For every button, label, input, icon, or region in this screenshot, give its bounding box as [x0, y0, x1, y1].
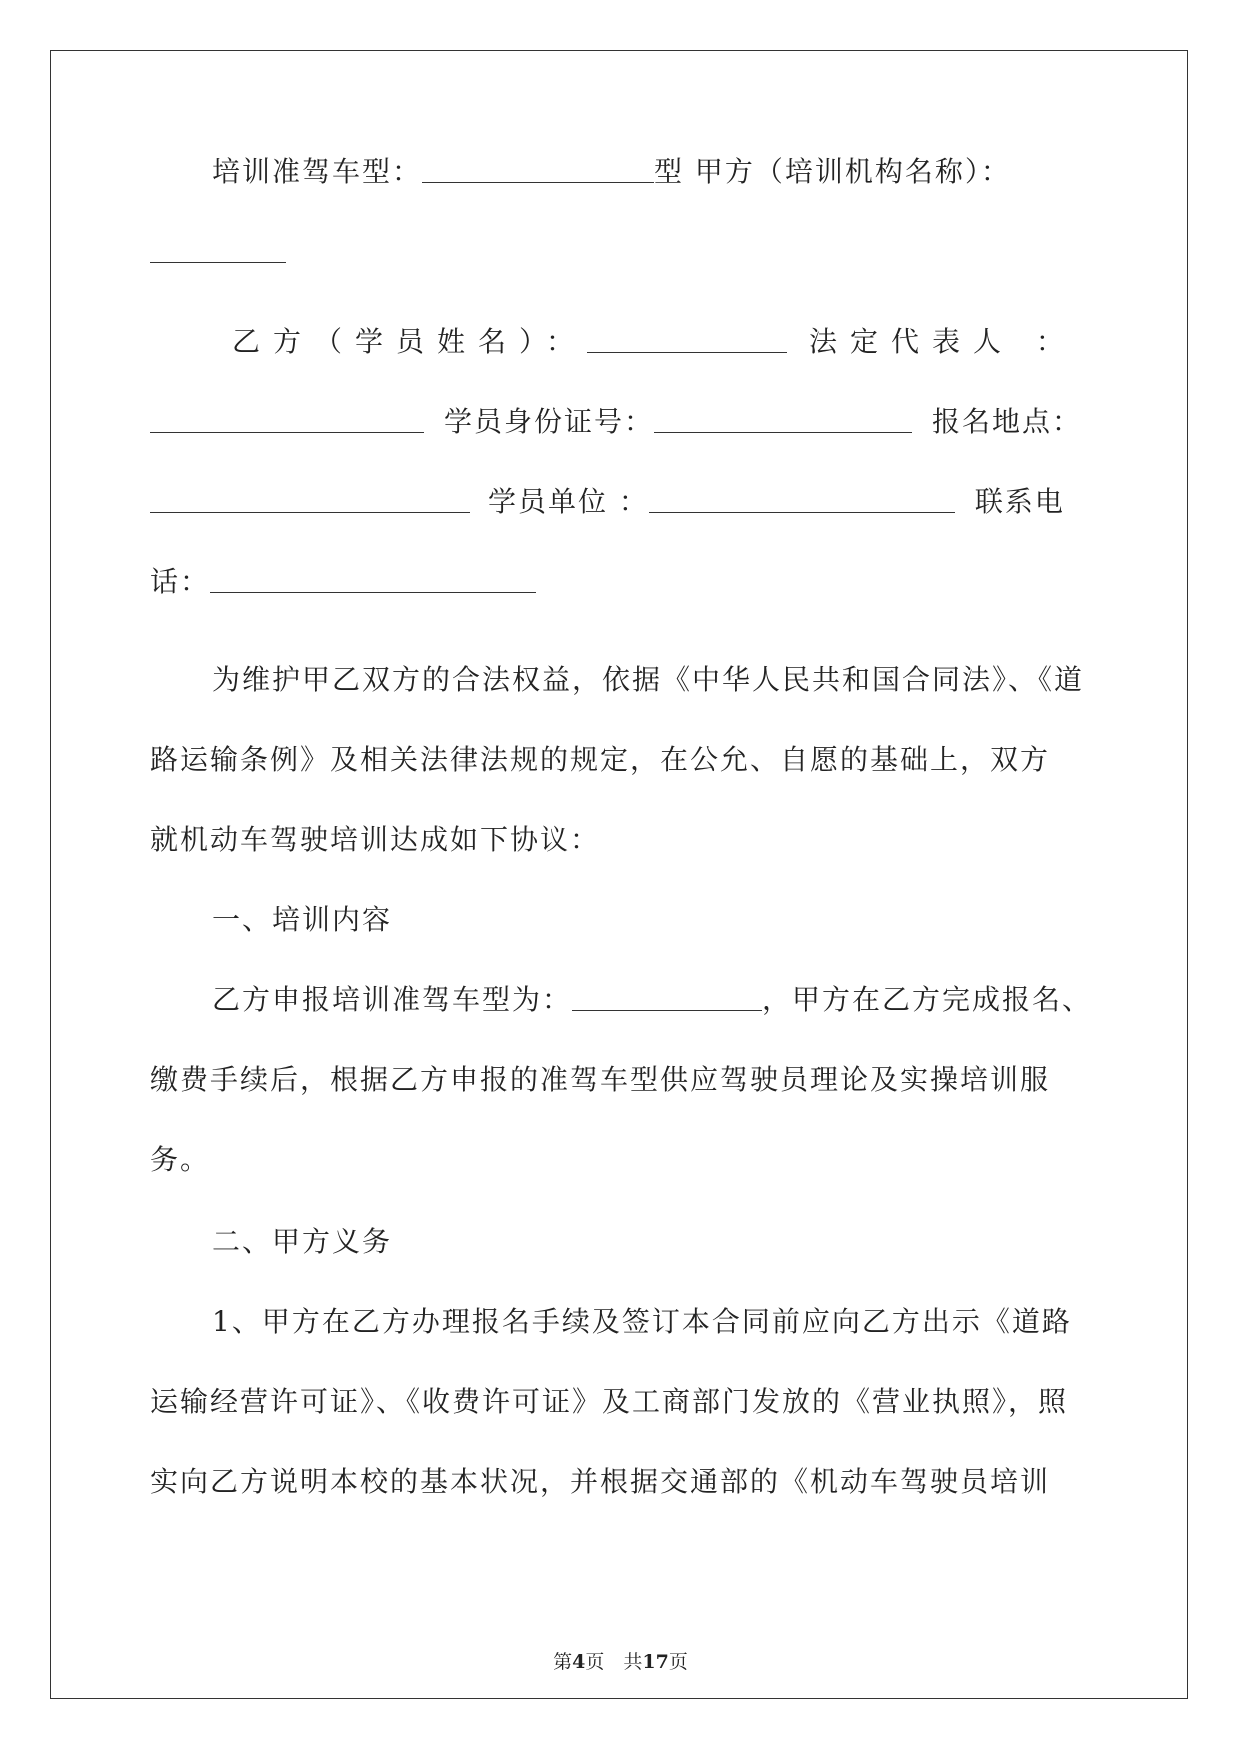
- page-footer: [0, 1650, 1241, 1674]
- preamble-line-2: 路运输条例》及相关法律法规的规定，在公允、自愿的基础上，双方: [150, 743, 1051, 776]
- current-page-number: 4: [572, 1651, 586, 1673]
- party-a-duty-line-1: 1、甲方在乙方办理报名手续及签订本合同前应向乙方出示《道路: [212, 1305, 1072, 1338]
- footer-prefix: 第: [553, 1651, 573, 1673]
- declared-vehicle-label: 乙方申报培训准驾车型为：: [212, 983, 573, 1016]
- vehicle-type-line: [212, 152, 1092, 192]
- section-heading-training-content: 一、培训内容: [212, 903, 393, 936]
- party-a-name-blank[interactable]: [150, 236, 286, 263]
- vehicle-type-blank[interactable]: [422, 156, 654, 183]
- vehicle-type-label: 培训准驾车型：: [212, 155, 423, 188]
- training-content-text: ，甲方在乙方完成报名、: [762, 983, 1093, 1016]
- party-a-name-line: [150, 232, 1090, 272]
- id-number-label: 学员身份证号：: [444, 405, 655, 438]
- party-a-label: 型 甲方（培训机构名称）：: [654, 155, 1011, 188]
- id-number-blank[interactable]: [654, 406, 912, 433]
- training-content-line-1: [212, 980, 1112, 1020]
- id-number-line: [150, 402, 1090, 442]
- employer-blank[interactable]: [649, 486, 955, 513]
- phone-blank[interactable]: [210, 566, 536, 593]
- preamble-line-3: 就机动车驾驶培训达成如下协议：: [150, 823, 601, 856]
- party-a-duty-line-2: 运输经营许可证》、《收费许可证》及工商部门发放的《营业执照》，照: [150, 1385, 1069, 1418]
- footer-suffix: 页: [668, 1651, 688, 1673]
- footer-mid: 页 共: [585, 1651, 643, 1673]
- section-heading-party-a-duties: 二、甲方义务: [212, 1225, 393, 1258]
- declared-vehicle-blank[interactable]: [572, 984, 762, 1011]
- employer-line: [150, 482, 1090, 522]
- training-content-line-2: 缴费手续后，根据乙方申报的准驾车型供应驾驶员理论及实操培训服: [150, 1063, 1051, 1096]
- registration-place-blank[interactable]: [150, 486, 470, 513]
- preamble-line-1: 为维护甲乙双方的合法权益，依据《中华人民共和国合同法》、《道: [212, 663, 1085, 696]
- employer-label: 学员单位 ：: [488, 485, 649, 518]
- phone-label-part1: 联系电: [974, 485, 1065, 518]
- page-border: [50, 50, 1188, 1699]
- total-page-count: 17: [642, 1651, 669, 1673]
- training-content-line-3: 务。: [150, 1143, 211, 1176]
- party-b-label: 乙方（学员姓名）：: [232, 325, 588, 358]
- legal-rep-blank[interactable]: [150, 406, 424, 433]
- phone-line: [150, 562, 1090, 602]
- party-b-line: [232, 322, 1087, 362]
- party-a-duty-line-3: 实向乙方说明本校的基本状况，并根据交通部的《机动车驾驶员培训: [150, 1465, 1051, 1498]
- registration-place-label: 报名地点：: [932, 405, 1083, 438]
- party-b-blank[interactable]: [587, 326, 787, 353]
- phone-label-part2: 话：: [150, 565, 211, 598]
- legal-rep-label: 法定代表人 ：: [809, 325, 1077, 358]
